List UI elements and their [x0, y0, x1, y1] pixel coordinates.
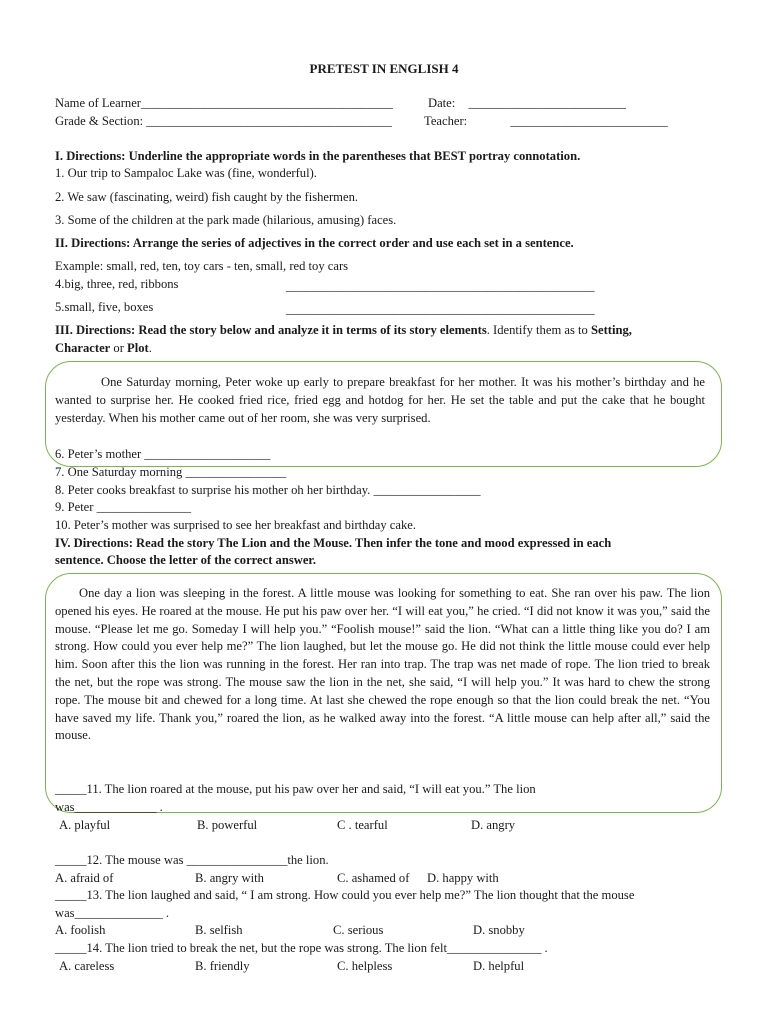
q13-choice-c: C. serious [333, 923, 384, 937]
part1-item-2: 2. We saw (fascinating, weird) fish caught by the fishermen. [55, 190, 359, 204]
q13-choice-b: B. selfish [195, 923, 243, 937]
part3-item-8: 8. Peter cooks breakfast to surprise his mother oh her birthday. _________________ [55, 483, 481, 497]
grade-line: _______________________________________ [146, 114, 392, 128]
question-14: _____14. The lion tried to break the net, but the rope was strong. The lion felt_______________ . [55, 941, 548, 955]
part3-directions-cont [55, 341, 152, 356]
story-peter: One Saturday morning, Peter woke up early to prepare breakfast for her mother. It was his mother’s birthday and he wanted to surprise her. He cooked fried rice, fried egg and hotdog for her. He set the table and put the cake that he bought yesterday. When his mother came out of her room, she was very surprised. [55, 375, 705, 425]
part3-character: Character [55, 341, 111, 355]
q11-choice-b: B. powerful [197, 818, 258, 832]
part2-example: Example: small, red, ten, toy cars - ten, small, red toy cars [55, 259, 349, 273]
page-title: PRETEST IN ENGLISH 4 [309, 61, 459, 76]
part3-or: or [110, 341, 128, 355]
teacher-field [424, 114, 668, 129]
part3-plot: Plot [127, 341, 149, 355]
question-13-blank: was______________ . [55, 906, 170, 920]
part2-item-4: 4.big, three, red, ribbons [55, 277, 179, 291]
part3-item-6: 6. Peter’s mother ____________________ [55, 447, 271, 461]
q14-choice-b: B. friendly [195, 959, 250, 973]
part4-directions: IV. Directions: Read the story The Lion and the Mouse. Then infer the tone and mood expressed in each [55, 536, 612, 550]
name-line: ________________________________________ [141, 96, 393, 110]
story-lion-mouse: One day a lion was sleeping in the forest. A little mouse was looking for something to eat. She ran over his paw. The lion opened his eyes. He roared at the mouse. He put his paw over her. “I will eat you,” he cried. “I did not know it was you,” said the mouse. “Please let me go. Someday I will help you.” “Foolish mouse!” said the lion. “What can a little thing like you do? I am strong. How could you ever help me?” The lion laughed, but let the mouse go. He did not think the little mouse could ever help him. Soon after this the lion was running in the forest. Her ran into trap. The trap was net made of rope. The lion tried to break the net, but the rope was strong. The mouse saw the lion in the net, she said, “I will help you.” It was hard to chew the strong rope. The mouse bit and chewed for a long time. At last she chewed the rope enough so that the lion could break the net. “You have saved my life. Thank you,” roared the lion, as he walked away into the forest. “A little mouse can help after all,” said the mouse. [55, 586, 710, 743]
part1-item-1: 1. Our trip to Sampaloc Lake was (fine, wonderful). [55, 166, 317, 180]
part3-directions-bold: III. Directions: Read the story below and analyze it in terms of its story elements [55, 323, 487, 337]
question-12: _____12. The mouse was ________________the lion. [55, 853, 329, 867]
name-field [55, 96, 393, 111]
part3-directions-mid: . Identify them as to [486, 323, 591, 337]
part3-directions [55, 323, 632, 338]
part3-period: . [148, 341, 152, 355]
teacher-label: Teacher: [424, 114, 468, 128]
q12-choice-b: B. angry with [195, 871, 264, 885]
part2-item-5-answer-line: _________________________________________________ [286, 302, 595, 316]
question-11: _____11. The lion roared at the mouse, put his paw over her and said, “I will eat you.” The lion [55, 782, 536, 796]
q12-choice-d: D. happy with [427, 871, 499, 885]
date-field [428, 96, 626, 111]
q12-choice-c: C. ashamed of [337, 871, 410, 885]
question-11-blank: was_____________ . [55, 800, 163, 814]
teacher-line: _________________________ [510, 114, 668, 128]
part2-item-5: 5.small, five, boxes [55, 300, 154, 314]
q13-choice-a: A. foolish [55, 923, 106, 937]
part3-item-9: 9. Peter _______________ [55, 500, 192, 514]
part3-setting: Setting, [590, 323, 632, 337]
q13-choice-d: D. snobby [473, 923, 525, 937]
name-label: Name of Learner [55, 96, 142, 110]
part2-item-4-answer-line: _________________________________________________ [286, 279, 595, 293]
date-line: _________________________ [468, 96, 626, 110]
q14-choice-c: C. helpless [337, 959, 393, 973]
q14-choice-a: A. careless [59, 959, 115, 973]
part3-item-10: 10. Peter’s mother was surprised to see her breakfast and birthday cake. [55, 518, 417, 532]
q11-choice-a: A. playful [59, 818, 111, 832]
grade-field [55, 114, 392, 129]
q11-choice-c: C . tearful [337, 818, 388, 832]
part3-item-7: 7. One Saturday morning ________________ [55, 465, 287, 479]
date-label: Date: [428, 96, 456, 110]
q11-choice-d: D. angry [471, 818, 516, 832]
q14-choice-d: D. helpful [473, 959, 525, 973]
question-13: _____13. The lion laughed and said, “ I am strong. How could you ever help me?” The lion thought that the mouse [55, 888, 635, 902]
part1-item-3: 3. Some of the children at the park made (hilarious, amusing) faces. [55, 213, 397, 227]
part1-directions: I. Directions: Underline the appropriate words in the parentheses that BEST portray connotation. [55, 149, 581, 163]
grade-label: Grade & Section: [55, 114, 144, 128]
part4-directions-cont: sentence. Choose the letter of the correct answer. [55, 553, 317, 567]
q12-choice-a: A. afraid of [55, 871, 114, 885]
part2-directions: II. Directions: Arrange the series of adjectives in the correct order and use each set in a sentence. [55, 236, 574, 250]
